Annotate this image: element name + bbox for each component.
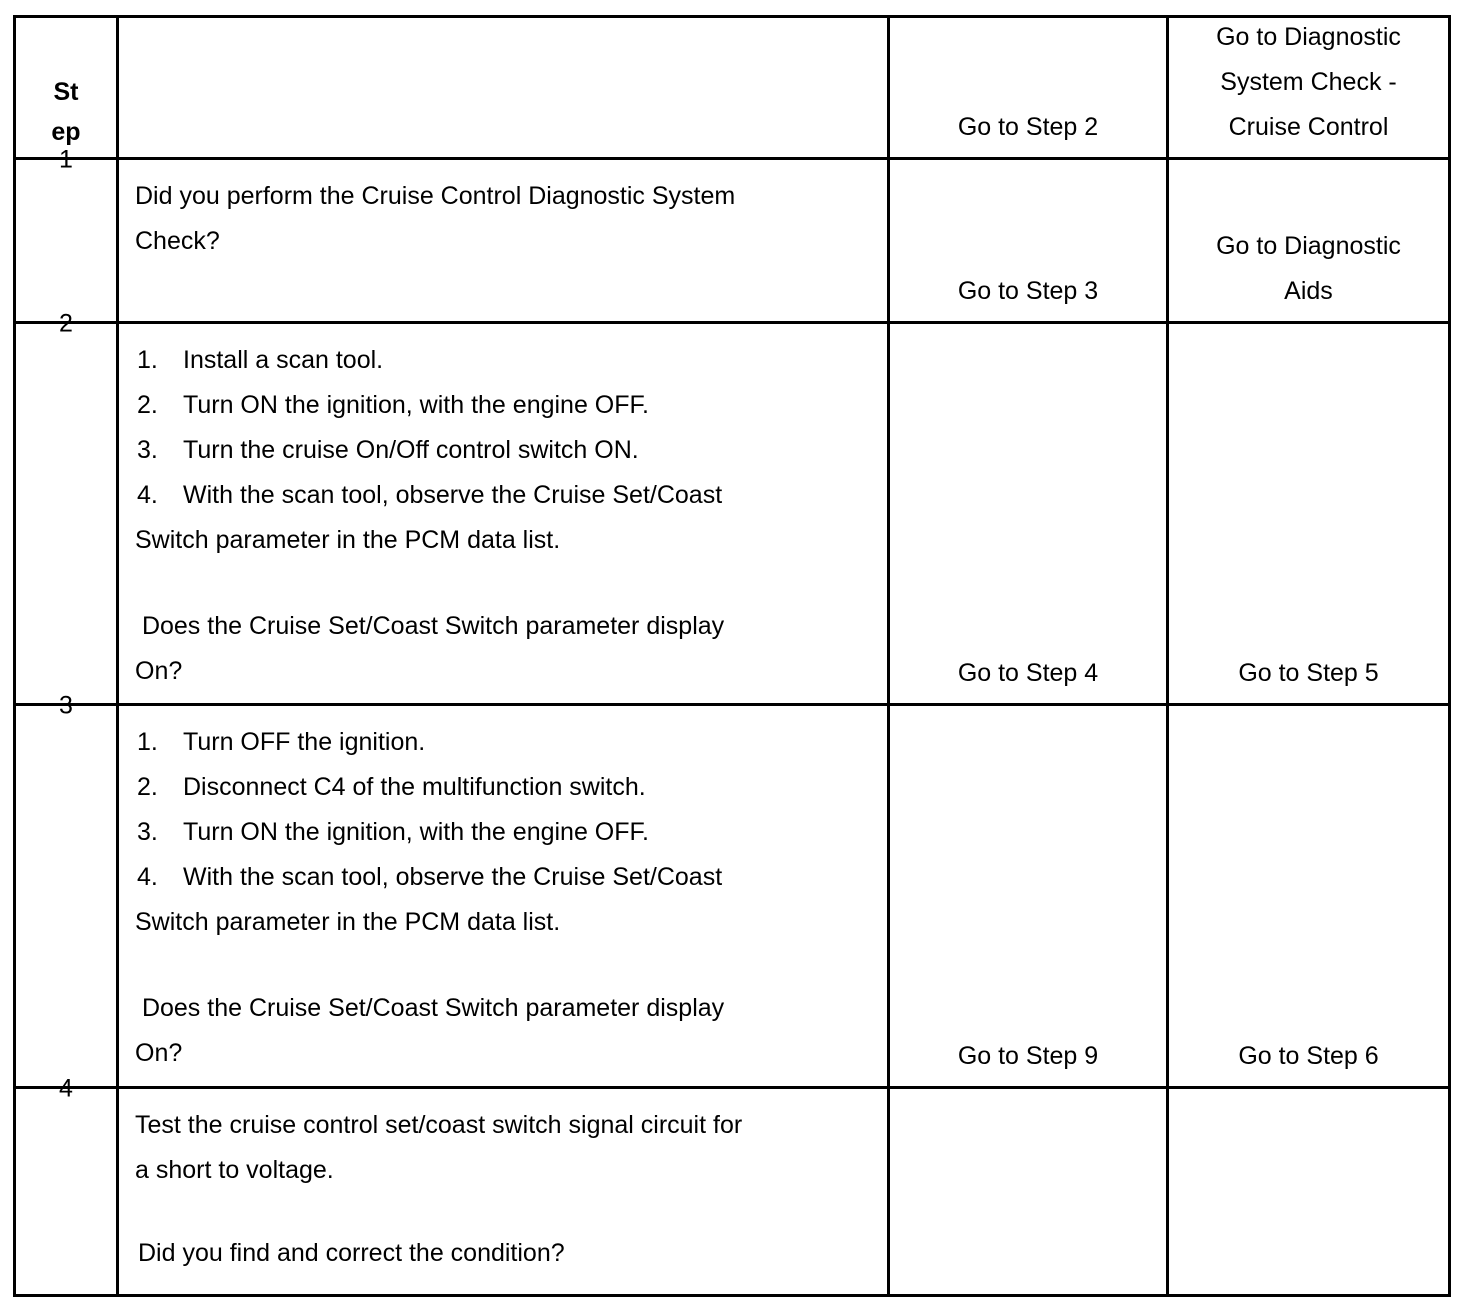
- action-list-item: [135, 338, 879, 383]
- step-cell: [15, 691, 118, 1088]
- yes-result: Go to Step 4: [957, 659, 1099, 687]
- header-action: [118, 17, 889, 159]
- no-result-line: Aids: [1284, 277, 1333, 305]
- action-cell: [118, 323, 889, 705]
- table-row: [15, 705, 1450, 1088]
- action-list-item: [135, 810, 879, 855]
- header-step-line-2: ep: [51, 118, 81, 146]
- no-cell: [1168, 232, 1450, 705]
- question-line: Does the Cruise Set/Coast Switch parameter display: [135, 612, 725, 640]
- diagnostic-table: [13, 15, 1451, 1297]
- item-text: Turn OFF the ignition.: [183, 728, 426, 756]
- action-text-line: Did you perform the Cruise Control Diagnostic System: [135, 182, 736, 210]
- yes-cell: [889, 1042, 1168, 1296]
- action-cell: [118, 705, 889, 1088]
- action-cell: [118, 159, 889, 323]
- item-number: 3.: [137, 436, 158, 464]
- item-text: Install a scan tool.: [183, 346, 384, 374]
- item-number: 2.: [137, 391, 158, 419]
- action-list-item: [135, 855, 879, 900]
- step-cell: [15, 145, 118, 323]
- action-text-line: a short to voltage.: [135, 1156, 334, 1184]
- action-text-line: Test the cruise control set/coast switch signal circuit for: [135, 1111, 743, 1139]
- header-step-line-1: St: [53, 78, 79, 106]
- header-no-label: [1169, 0, 1448, 10]
- item-text: With the scan tool, observe the Cruise Set/Coast: [183, 481, 723, 509]
- item-number: 4.: [137, 481, 158, 509]
- item-number: 3.: [137, 818, 158, 846]
- no-result-line: System Check -: [1220, 68, 1397, 96]
- table-row: [15, 1088, 1450, 1296]
- no-result-line: Go to Diagnostic: [1216, 232, 1401, 260]
- item-text: Turn the cruise On/Off control switch ON.: [183, 436, 639, 464]
- yes-cell: [889, 277, 1168, 705]
- question-line: Did you find and correct the condition?: [138, 1239, 565, 1267]
- question-line: On?: [135, 1039, 183, 1067]
- header-yes-label: [890, 0, 1166, 10]
- header-action-label: [119, 0, 887, 10]
- yes-result: Go to Step 9: [957, 1042, 1099, 1070]
- no-result: Go to Step 6: [1238, 1042, 1379, 1070]
- action-list-item: [135, 765, 879, 810]
- action-cell: [118, 1088, 889, 1296]
- item-continuation: Switch parameter in the PCM data list.: [135, 908, 561, 936]
- item-number: 1.: [137, 728, 158, 756]
- action-list-item: [135, 428, 879, 473]
- step-number: 4: [59, 1074, 73, 1103]
- no-cell: [1168, 659, 1450, 1088]
- table-row: [15, 323, 1450, 705]
- no-result-line: Go to Diagnostic: [1216, 23, 1401, 51]
- no-result: Go to Step 5: [1238, 659, 1379, 687]
- yes-result: Go to Step 2: [957, 113, 1099, 141]
- item-text: Turn ON the ignition, with the engine OFF.: [183, 818, 649, 846]
- question-line: On?: [135, 657, 183, 685]
- yes-result: Go to Step 3: [957, 277, 1099, 305]
- action-text-line: Check?: [135, 227, 220, 255]
- step-number: 1: [59, 145, 73, 174]
- item-number: 4.: [137, 863, 158, 891]
- item-text: With the scan tool, observe the Cruise Set/Coast: [183, 863, 723, 891]
- action-list-item: [135, 473, 879, 518]
- step-cell: [15, 309, 118, 705]
- step-number: 3: [59, 691, 73, 720]
- item-number: 1.: [137, 346, 158, 374]
- item-text: Disconnect C4 of the multifunction switch.: [183, 773, 646, 801]
- no-cell: [1168, 1042, 1450, 1296]
- question-line: Does the Cruise Set/Coast Switch parameter display: [135, 994, 725, 1022]
- step-cell: [15, 1074, 118, 1296]
- item-text: Turn ON the ignition, with the engine OFF.: [183, 391, 649, 419]
- step-number: 2: [59, 309, 73, 338]
- item-number: 2.: [137, 773, 158, 801]
- item-continuation: Switch parameter in the PCM data list.: [135, 526, 561, 554]
- yes-cell: [889, 659, 1168, 1088]
- no-result-line: Cruise Control: [1228, 113, 1389, 141]
- action-list-item: [135, 383, 879, 428]
- action-list-item: [135, 720, 879, 765]
